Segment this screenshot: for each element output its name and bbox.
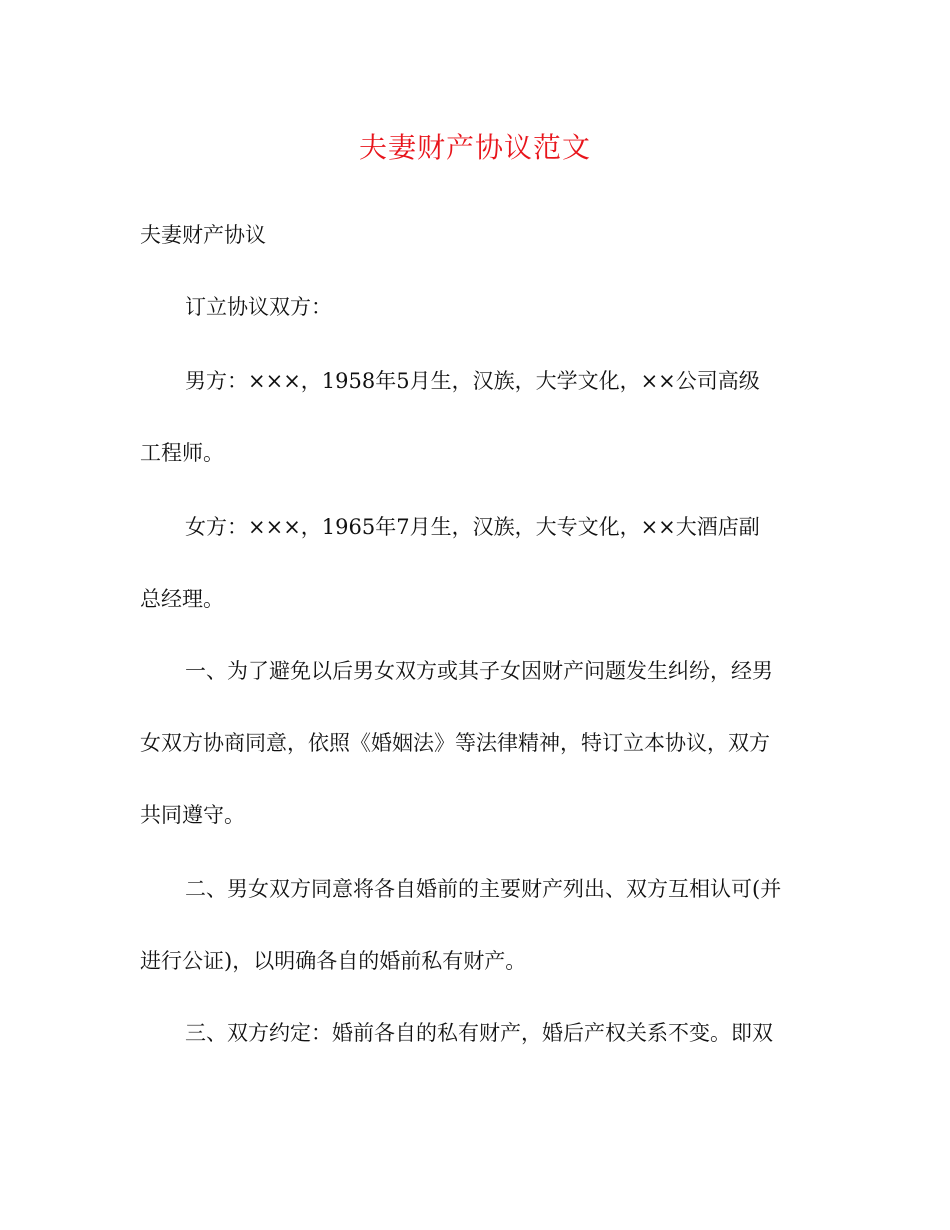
- clause-2-line-2: 进行公证)，以明确各自的婚前私有财产。: [140, 949, 527, 973]
- clause-2-line-1: 二、男女双方同意将各自婚前的主要财产列出、双方互相认可(并: [185, 877, 782, 901]
- paragraph-wife-line-1: 女方：×××，1965年7月生，汉族，大专文化，××大酒店副: [185, 515, 760, 539]
- clause-1-line-3: 共同遵守。: [140, 803, 245, 827]
- clause-3-line-1: 三、双方约定：婚前各自的私有财产，婚后产权关系不变。即双: [185, 1021, 773, 1045]
- paragraph-parties: 订立协议双方：: [185, 295, 332, 319]
- document-title: 夫妻财产协议范文: [358, 131, 591, 164]
- agreement-heading: 夫妻财产协议: [140, 223, 266, 247]
- clause-1-line-2: 女双方协商同意，依照《婚姻法》等法律精神，特订立本协议，双方: [140, 731, 770, 755]
- clause-1-line-1: 一、为了避免以后男女双方或其子女因财产问题发生纠纷，经男: [185, 659, 773, 683]
- paragraph-wife-line-2: 总经理。: [140, 587, 224, 611]
- paragraph-husband-line-2: 工程师。: [140, 441, 224, 465]
- paragraph-husband-line-1: 男方：×××，1958年5月生，汉族，大学文化，××公司高级: [185, 369, 760, 393]
